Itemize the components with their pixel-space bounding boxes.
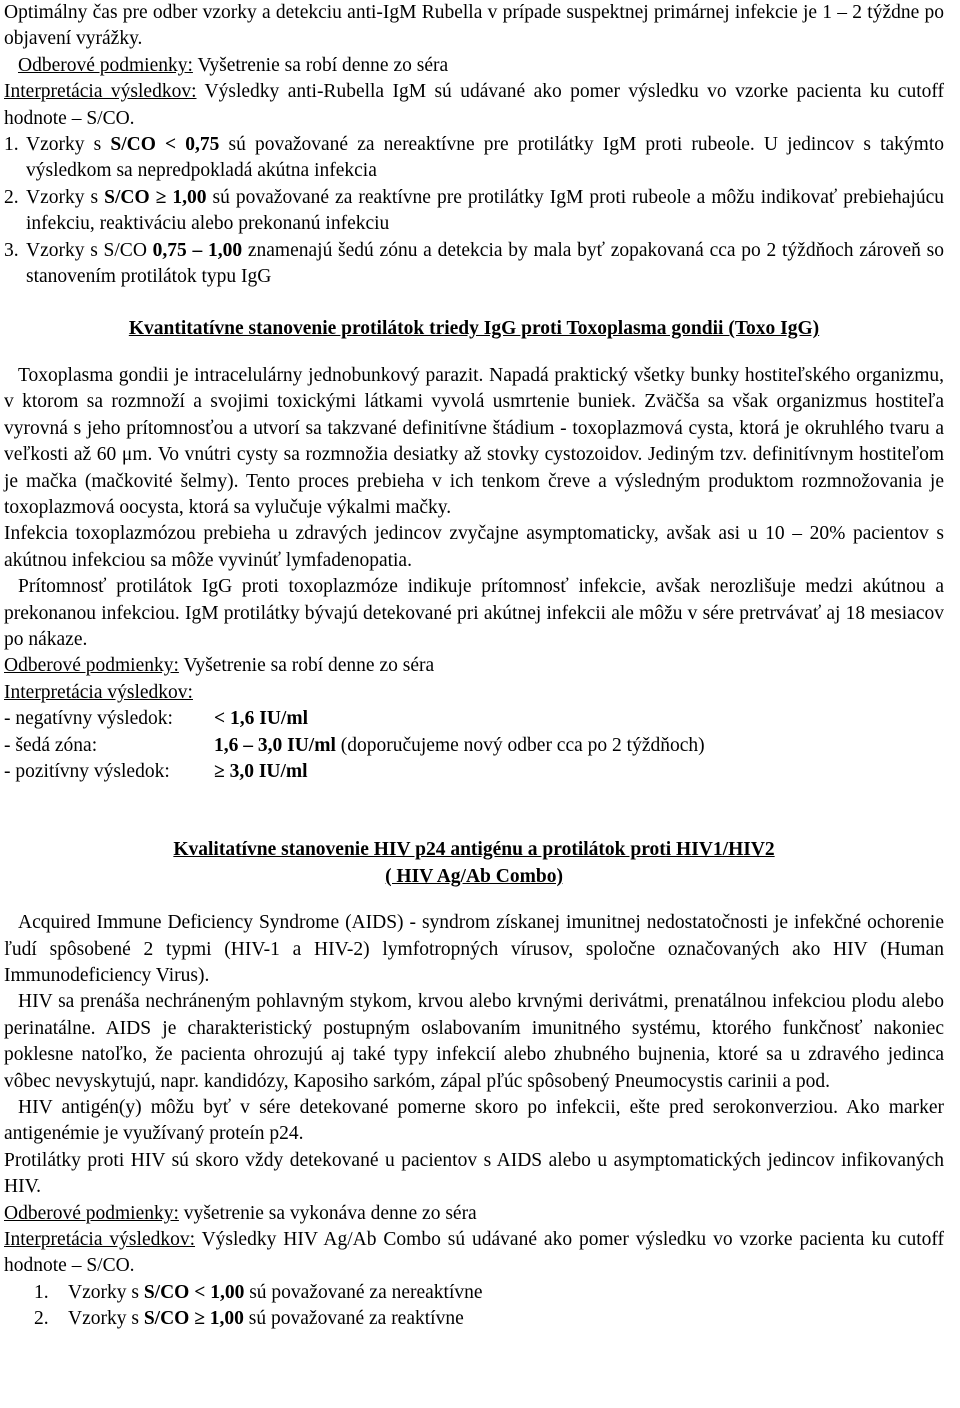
toxo-paragraph-2: Infekcia toxoplazmózou prebieha u zdravých jedincov zvyčajne asymptomaticky, avšak asi u 10 – 20% pacientov s akútnou infekciou sa môže vyvinúť lymfadenopatia.	[4, 523, 944, 571]
result-label: - negatívny výsledok:	[4, 708, 173, 730]
odber-text: Vyšetrenie sa robí denne zo séra	[192, 54, 449, 76]
rubella-item-1	[4, 132, 944, 185]
item-bold: S/CO < 0,75	[110, 134, 220, 156]
hiv-interp	[4, 1227, 944, 1280]
item-text: znamenajú šedú zónu a detekcia by mala byť zopakovaná cca po 2 týždňoch zároveň so stanovením protilátok typu IgG	[26, 239, 945, 288]
item-text: Vzorky s	[68, 1308, 144, 1330]
hiv-item-1	[4, 1280, 944, 1306]
rubella-item-3	[4, 238, 944, 291]
rubella-item-2	[4, 185, 944, 238]
result-value: < 1,6 IU/ml	[214, 708, 308, 730]
item-text: sú považované za reaktívne pre protilátky IgM proti rubeole a môžu indikovať prebiehajúcu infekciu, reaktiváciu alebo prekonanú infekciu	[26, 186, 944, 235]
item-text: Vzorky s	[26, 134, 111, 156]
item-bold: S/CO < 1,00	[143, 1281, 245, 1303]
rubella-interp	[4, 79, 944, 132]
odber-label: Odberové podmienky:	[4, 1202, 179, 1224]
toxo-paragraph-3: Prítomnosť protilátok IgG proti toxoplazmóze indikuje prítomnosť infekcie, avšak nerozlišuje medzi akútnou a prekonanou infekciou. IgM protilátky bývajú detekované pri akútnej infekcii ale môžu v sére pretrvávať aj 18 mesiacov po nákaze.	[4, 576, 944, 650]
item-number: 3.	[4, 239, 19, 261]
toxo-interp-label: Interpretácia výsledkov:	[4, 681, 193, 703]
item-number: 1.	[34, 1281, 49, 1303]
result-value: ≥ 3,0 IU/ml	[214, 760, 308, 782]
item-text: Vzorky s	[26, 186, 105, 208]
hiv-heading: Kvalitatívne stanovenie HIV p24 antigénu a protilátok proti HIV1/HIV2	[173, 839, 775, 861]
rubella-odber	[4, 53, 944, 79]
hiv-paragraph-4: Protilátky proti HIV sú skoro vždy detekované u pacientov s AIDS alebo u asymptomatických jedincov infikovaných HIV.	[4, 1149, 944, 1198]
odber-text: vyšetrenie sa vykonáva denne zo séra	[178, 1202, 477, 1224]
interp-text: Výsledky anti-Rubella IgM sú udávané ako pomer výsledku vo vzorke pacienta ku cutoff hodnote – S/CO.	[4, 81, 945, 129]
hiv-paragraph-2: HIV sa prenáša nechráneným pohlavným stykom, krvou alebo krvnými derivátmi, prenatálnou infekciou plodu alebo perinatálne. AIDS je charakteristický postupným oslabovaním imunitného systému, ktorého funkčnosť nakoniec poklesne natoľko, že pacienta ohrozujú aj také typy infekcií alebo zhubného bujnenia, ktoré sa u zdravého jedinca vôbec nevyskytujú, napr. kandidózy, Kaposiho sarkóm, zápal pľúc spôsobený Pneumocystis carinii a pod.	[4, 991, 944, 1092]
hiv-subheading: ( HIV Ag/Ab Combo)	[385, 865, 563, 887]
result-label: - pozitívny výsledok:	[4, 760, 170, 782]
toxo-heading: Kvantitatívne stanovenie protilátok triedy IgG proti Toxoplasma gondii (Toxo IgG)	[128, 318, 820, 340]
item-number: 2.	[4, 186, 19, 208]
interp-label: Interpretácia výsledkov:	[4, 1229, 196, 1251]
item-bold: S/CO ≥ 1,00	[104, 186, 207, 208]
odber-text: Vyšetrenie sa robí denne zo séra	[178, 655, 435, 677]
hiv-paragraph-3: HIV antigén(y) môžu byť v sére detekované pomerne skoro po infekcii, ešte pred serokonverziou. Ako marker antigenémie je využívaný proteín p24.	[4, 1097, 944, 1145]
result-grey-zone	[4, 733, 944, 759]
item-text: sú považované za reaktívne	[243, 1308, 464, 1330]
odber-label: Odberové podmienky:	[18, 54, 193, 76]
interp-text: Výsledky HIV Ag/Ab Combo sú udávané ako pomer výsledku vo vzorke pacienta ku cutoff hodnote – S/CO.	[4, 1229, 944, 1277]
item-number: 1.	[4, 134, 19, 156]
item-text: Vzorky s	[68, 1281, 144, 1303]
hiv-paragraph-1: Acquired Immune Deficiency Syndrome (AIDS) - syndrom získanej imunitnej nedostatočnosti je infekčné ochorenie ľudí spôsobené 2 typmi (HIV-1 a HIV-2) lymfotropných vírusov, spoločne označovaných ako HIV (Human Immunodeficiency Virus).	[4, 912, 944, 986]
odber-label: Odberové podmienky:	[4, 655, 179, 677]
item-text: sú považované za nereaktívne pre protilátky IgM proti rubeole. U jedincov s takýmto výsledkom sa nepredpokladá akútna infekcia	[26, 134, 944, 182]
result-value: 1,6 – 3,0 IU/ml	[214, 734, 336, 756]
item-text: sú považované za nereaktívne	[244, 1281, 483, 1303]
item-bold: 0,75 – 1,00	[152, 239, 243, 261]
result-negative	[4, 706, 944, 732]
rubella-intro: Optimálny čas pre odber vzorky a detekciu anti-IgM Rubella v prípade suspektnej primárnej infekcie je 1 – 2 týždne po objavení vyrážky.	[4, 2, 944, 50]
hiv-odber	[4, 1201, 944, 1227]
item-text: Vzorky s S/CO	[26, 239, 153, 261]
item-bold: S/CO ≥ 1,00	[143, 1308, 244, 1330]
interp-label: Interpretácia výsledkov:	[4, 81, 197, 103]
result-note: (doporučujeme nový odber cca po 2 týždňoch)	[335, 734, 705, 756]
item-number: 2.	[34, 1308, 49, 1330]
result-positive	[4, 759, 944, 785]
hiv-item-2	[4, 1306, 944, 1332]
result-label: - šedá zóna:	[4, 734, 98, 756]
toxo-odber	[4, 653, 944, 679]
toxo-paragraph-1: Toxoplasma gondii je intracelulárny jednobunkový parazit. Napadá praktický všetky bunky hostiteľského organizmu, v ktorom sa rozmnoží a svojimi toxickými látkami vyvolá usmrtenie buniek. Zväčša sa však organizmus hostiteľa vyrovná s jeho prítomnosťou a utvorí sa takzvané definitívne štádium - toxoplazmová cysta, ktorá je okruhlého tvaru a veľkosti až 60 μm. Vo vnútri cysty sa rozmnožia desiatky až stovky cystozoidov. Jediným tzv. definitívnym hostiteľom je mačka (mačkovité šelmy). Tento proces prebieha v ich tenkom čreve a výsledným produktom rozmnožovania je toxoplazmová oocysta, ktorá sa vylučuje výkalmi mačky.	[4, 364, 944, 518]
